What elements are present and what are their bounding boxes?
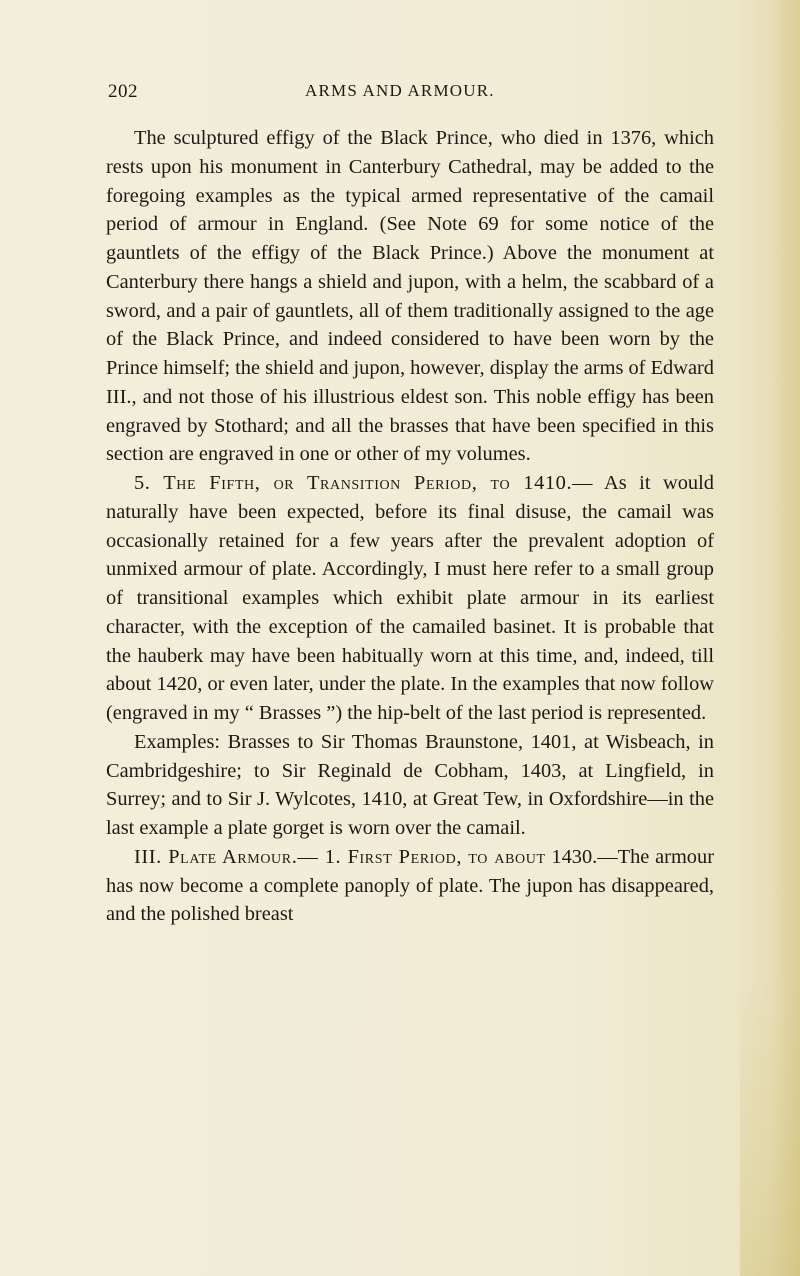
- paragraph-plate-armour: [106, 843, 714, 929]
- page-number: 202: [108, 81, 138, 102]
- running-head: ARMS AND ARMOUR.: [305, 81, 495, 100]
- body-text: [106, 124, 714, 929]
- page-header: [0, 81, 800, 105]
- page-corner-stain: [740, 976, 800, 1276]
- paragraph-transition-period: [106, 469, 714, 728]
- section-heading-plate-armour: III. Plate Armour.— 1. First Period, to about: [134, 845, 546, 868]
- paragraph-transition-text: — As it would naturally have been expected, before its final disuse, the camail was occasionally retained for a few years after the prevalent adoption of unmixed armour of plate. Accordingly, I must here refer to a small group of transitional examples which exhibit plate armour in its earliest character, with the exception of the camailed basinet. It is probable that the hauberk may have been habitually worn at this time, and, indeed, till about 1420, or even later, under the plate. In the examples that now follow (engraved in my “ Brasses ”) the hip-belt of the last period is represented.: [106, 472, 714, 724]
- paragraph-examples: Examples: Brasses to Sir Thomas Braunstone, 1401, at Wisbeach, in Cambridgeshire; to Sir Reginald de Cobham, 1403, at Lingfield, in Surrey; and to Sir J. Wylcotes, 1410, at Great Tew, in Oxfordshire—in the last example a plate gorget is worn over the camail.: [106, 730, 714, 839]
- paragraph-plate-armour-text: 1430.—The armour has now become a complete panoply of plate. The jupon has disappeared, and the polished breast: [106, 845, 714, 926]
- section-heading-transition: 5. The Fifth, or Transition Period, to 1410.: [134, 472, 573, 494]
- paragraph-black-prince: The sculptured effigy of the Black Prince, who died in 1376, which rests upon his monument in Canterbury Cathedral, may be added to the foregoing examples as the typical armed representative of the camail period of armour in England. (See Note 69 for some notice of the gauntlets of the effigy of the Black Prince.) Above the monument at Canterbury there hangs a shield and jupon, with a helm, the scabbard of a sword, and a pair of gauntlets, all of them traditionally assigned to the age of the Black Prince, and indeed considered to have been worn by the Prince himself; the shield and jupon, however, display the arms of Edward III., and not those of his illustrious eldest son. This noble effigy has been engraved by Stothard; and all the brasses that have been specified in this section are engraved in one or other of my volumes.: [106, 127, 714, 466]
